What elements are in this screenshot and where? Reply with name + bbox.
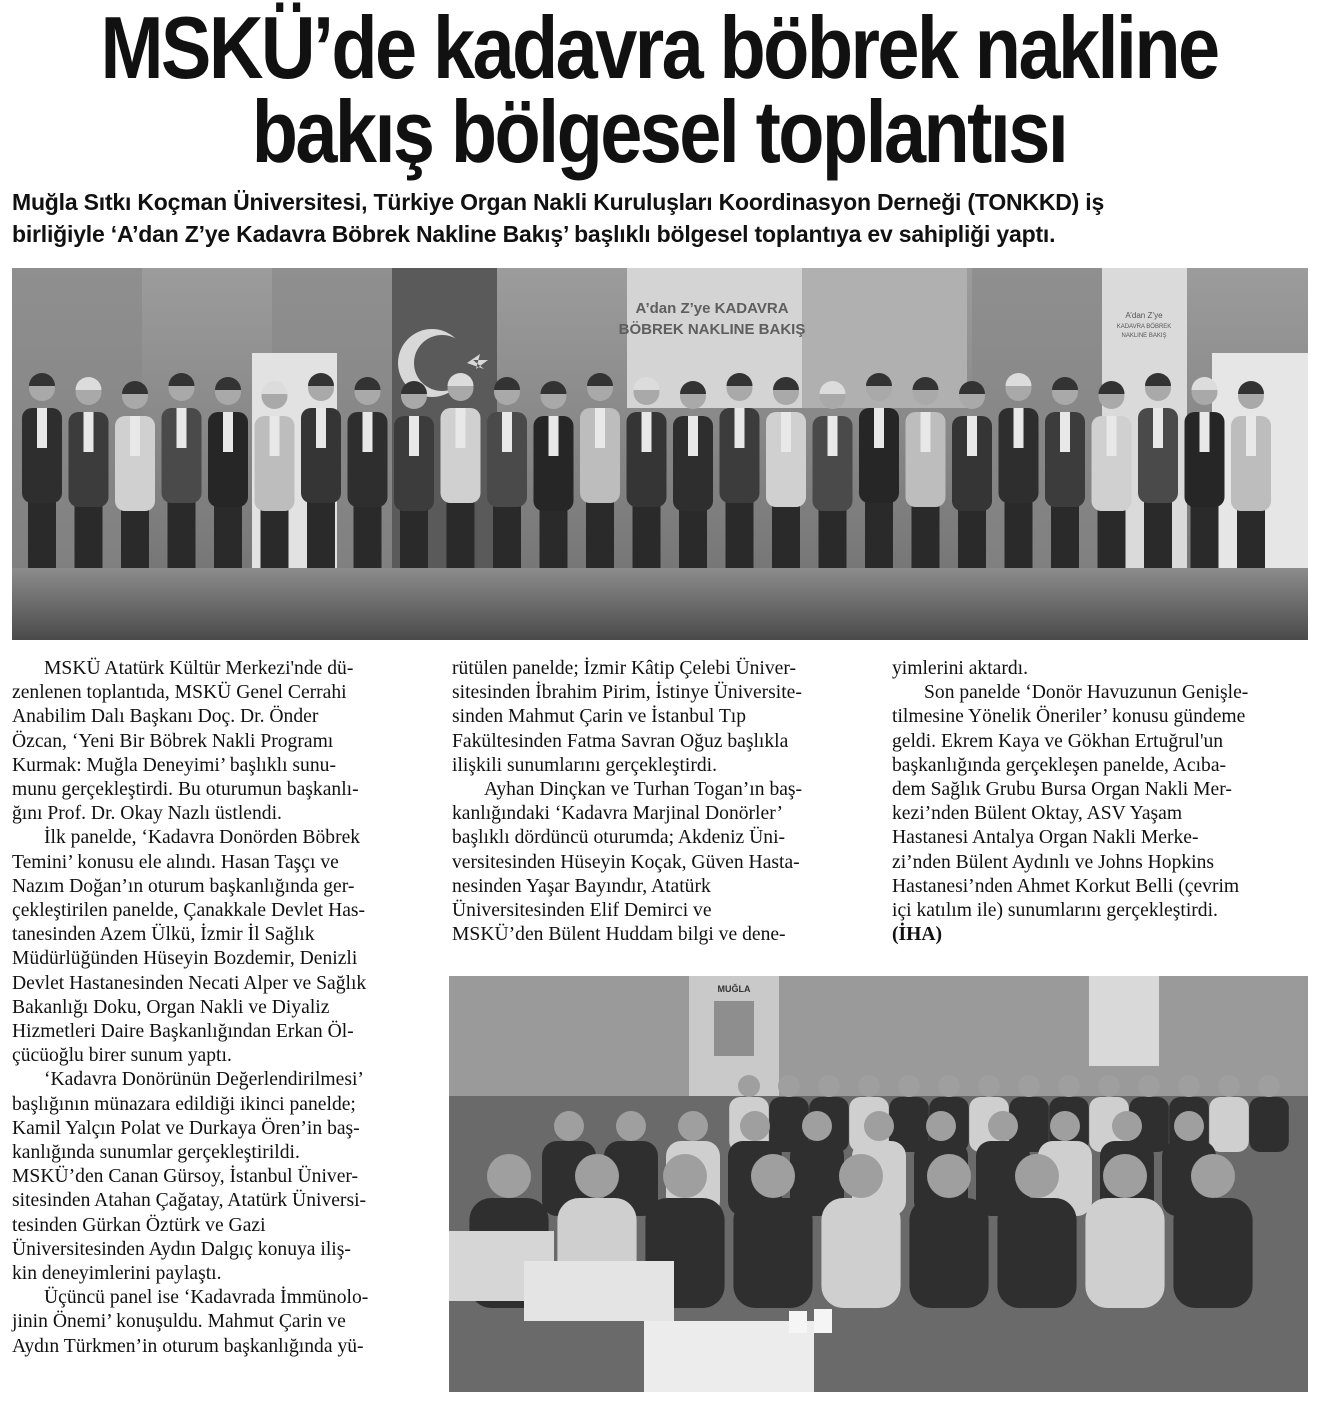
article-column-3 — [892, 657, 1312, 947]
article-line: zi’nden Bülent Aydınlı ve Johns Hopkins — [892, 851, 1215, 873]
article-line: dem Sağlık Grubu Bursa Organ Nakli Mer- — [892, 779, 1232, 801]
article-line: Devlet Hastanesinden Necati Alper ve Sağlık — [12, 972, 367, 994]
article-line: MSKÜ’den Bülent Huddam bilgi ve dene- — [452, 924, 786, 946]
article-line: Bakanlığı Doku, Organ Nakli ve Diyaliz — [12, 996, 330, 1018]
group-photo-image — [12, 268, 1308, 640]
article-line: rütülen panelde; İzmir Kâtip Çelebi Üniver- — [452, 658, 797, 679]
article-column-2 — [452, 657, 872, 947]
article-column-1 — [12, 657, 432, 1359]
audience-photo — [449, 976, 1308, 1392]
lead-line-2: birliğiyle ‘A’dan Z’ye Kadavra Böbrek Nakline Bakış’ başlıklı bölgesel toplantıya ev sahipliği yaptı. — [12, 221, 1056, 247]
article-line: Hastanesi’nden Ahmet Korkut Belli (çevrim — [892, 875, 1240, 897]
lead-line-1: Muğla Sıtkı Koçman Üniversitesi, Türkiye Organ Nakli Kuruluşları Koordinasyon Derneği (TONKKD) iş — [12, 189, 1105, 215]
article-line: Ayhan Dinçkan ve Turhan Togan’ın baş- — [484, 779, 803, 801]
article-line: başlıklı dördüncü oturumda; Akdeniz Üni- — [452, 827, 786, 849]
article-line: ‘Kadavra Donörünün Değerlendirilmesi’ — [44, 1069, 364, 1091]
article-line: zenlenen toplantıda, MSKÜ Genel Cerrahi — [12, 682, 347, 704]
article-line: jinin Önemi’ konuşuldu. Mahmut Çarin ve — [12, 1311, 346, 1333]
article-line: Aydın Türkmen’in oturum başkanlığında yü- — [12, 1335, 364, 1357]
article-line: kezi’nden Bülent Oktay, ASV Yaşam — [892, 803, 1183, 825]
article-line: İlk panelde, ‘Kadavra Donörden Böbrek — [44, 827, 361, 849]
article-line: çücüoğlu birer sunum yaptı. — [12, 1045, 232, 1067]
article-line: geldi. Ekrem Kaya ve Gökhan Ertuğrul'un — [892, 730, 1224, 752]
headline-line-1: MSKÜ’de kadavra böbrek nakline — [100, 0, 1218, 97]
paper-cup — [789, 1311, 807, 1333]
article-line: Üniversitesinden Aydın Dalgıç konuya iliş- — [12, 1238, 351, 1260]
screen-title-2: BÖBREK NAKLINE BAKIŞ — [618, 321, 806, 338]
stage-floor — [12, 568, 1308, 640]
side-banner-text-3: NAKLINE BAKIŞ — [1121, 333, 1167, 339]
article-line: yimlerini aktardı. — [892, 658, 1029, 679]
article-line: versitesinden Hüseyin Koçak, Güven Hasta- — [452, 851, 800, 873]
article-line: sinden Mahmut Çarin ve İstanbul Tıp — [452, 706, 747, 728]
paper-cup — [814, 1309, 832, 1333]
article-line: kin deneyimlerini paylaştı. — [12, 1263, 222, 1285]
article-line: kanlığındaki ‘Kadavra Marjinal Donörler’ — [452, 803, 783, 825]
headline-line-2: bakış bölgesel toplantısı — [251, 82, 1067, 181]
article-line: Anabilim Dalı Başkanı Doç. Dr. Önder — [12, 706, 319, 728]
article-line: ğını Prof. Dr. Okay Nazlı üstlendi. — [12, 803, 282, 825]
article-line: MSKÜ’den Canan Gürsoy, İstanbul Üniver- — [12, 1166, 359, 1188]
article-line: sitesinden Atahan Çağatay, Atatürk Üniversi- — [12, 1190, 367, 1212]
article-line: Müdürlüğünden Hüseyin Bozdemir, Denizli — [12, 948, 358, 970]
article-line: başlığının münazara edildiği ikinci panelde; — [12, 1093, 356, 1115]
article-line: başkanlığında gerçekleşen panelde, Acıba- — [892, 754, 1227, 776]
article-line: nesinden Yaşar Bayındır, Atatürk — [452, 875, 711, 897]
article-line: çekleştirilen panelde, Çanakkale Devlet Has- — [12, 900, 366, 922]
headline — [92, 0, 1225, 181]
article-line: Temini’ konusu ele alındı. Hasan Taşçı ve — [12, 851, 339, 873]
article-line: Üniversitesinden Elif Demirci ve — [452, 900, 712, 922]
article-line: ilişkili sunumlarını gerçekleştirdi. — [452, 754, 718, 776]
article-line: Fakültesinden Fatma Savran Oğuz başlıkla — [452, 730, 789, 752]
article-line: Hastanesi Antalya Organ Nakli Merke- — [892, 827, 1199, 849]
screen-title-1: A’dan Z’ye KADAVRA — [635, 300, 789, 317]
article-line: MSKÜ Atatürk Kültür Merkezi'nde dü- — [44, 658, 354, 679]
group-photo — [12, 268, 1308, 640]
article-line: tesinden Gürkan Öztürk ve Gazi — [12, 1214, 266, 1236]
article-line: Üçüncü panel ise ‘Kadavrada İmmünolo- — [44, 1287, 369, 1309]
article-line: Kamil Yalçın Polat ve Durkaya Ören’in baş- — [12, 1117, 360, 1139]
side-table — [644, 1321, 814, 1392]
article-line: Son panelde ‘Donör Havuzunun Genişle- — [924, 682, 1249, 704]
article-line: Hizmetleri Daire Başkanlığından Erkan Öl- — [12, 1021, 354, 1043]
logo-text: MUĞLA — [717, 984, 751, 994]
audience-photo-image — [449, 976, 1308, 1392]
article-line: Özcan, ‘Yeni Bir Böbrek Nakli Programı — [12, 730, 334, 752]
side-banner-text-1: A’dan Z’ye — [1125, 311, 1163, 320]
article-line: içi katılım ile) sunumlarını gerçekleştirdi. — [892, 900, 1218, 922]
side-table — [524, 1261, 674, 1321]
article-line: sitesinden İbrahim Pirim, İstinye Üniversite- — [452, 682, 802, 704]
news-agency-credit: (İHA) — [892, 924, 943, 946]
article-line: kanlığında sunumlar gerçekleştirildi. — [12, 1142, 300, 1164]
article-line: tilmesine Yönelik Öneriler’ konusu gündeme — [892, 706, 1246, 728]
article-line: Nazım Doğan’ın oturum başkanlığında ger- — [12, 875, 355, 897]
side-banner-text-2: KADAVRA BÖBREK — [1116, 324, 1172, 330]
article-line: Kurmak: Muğla Deneyimi’ başlıklı sunu- — [12, 754, 336, 776]
lead-paragraph — [12, 186, 1308, 250]
article-line: tanesinden Azem Ülkü, İzmir İl Sağlık — [12, 924, 315, 946]
article-line: munu gerçekleştirdi. Bu oturumun başkanlı- — [12, 779, 359, 801]
